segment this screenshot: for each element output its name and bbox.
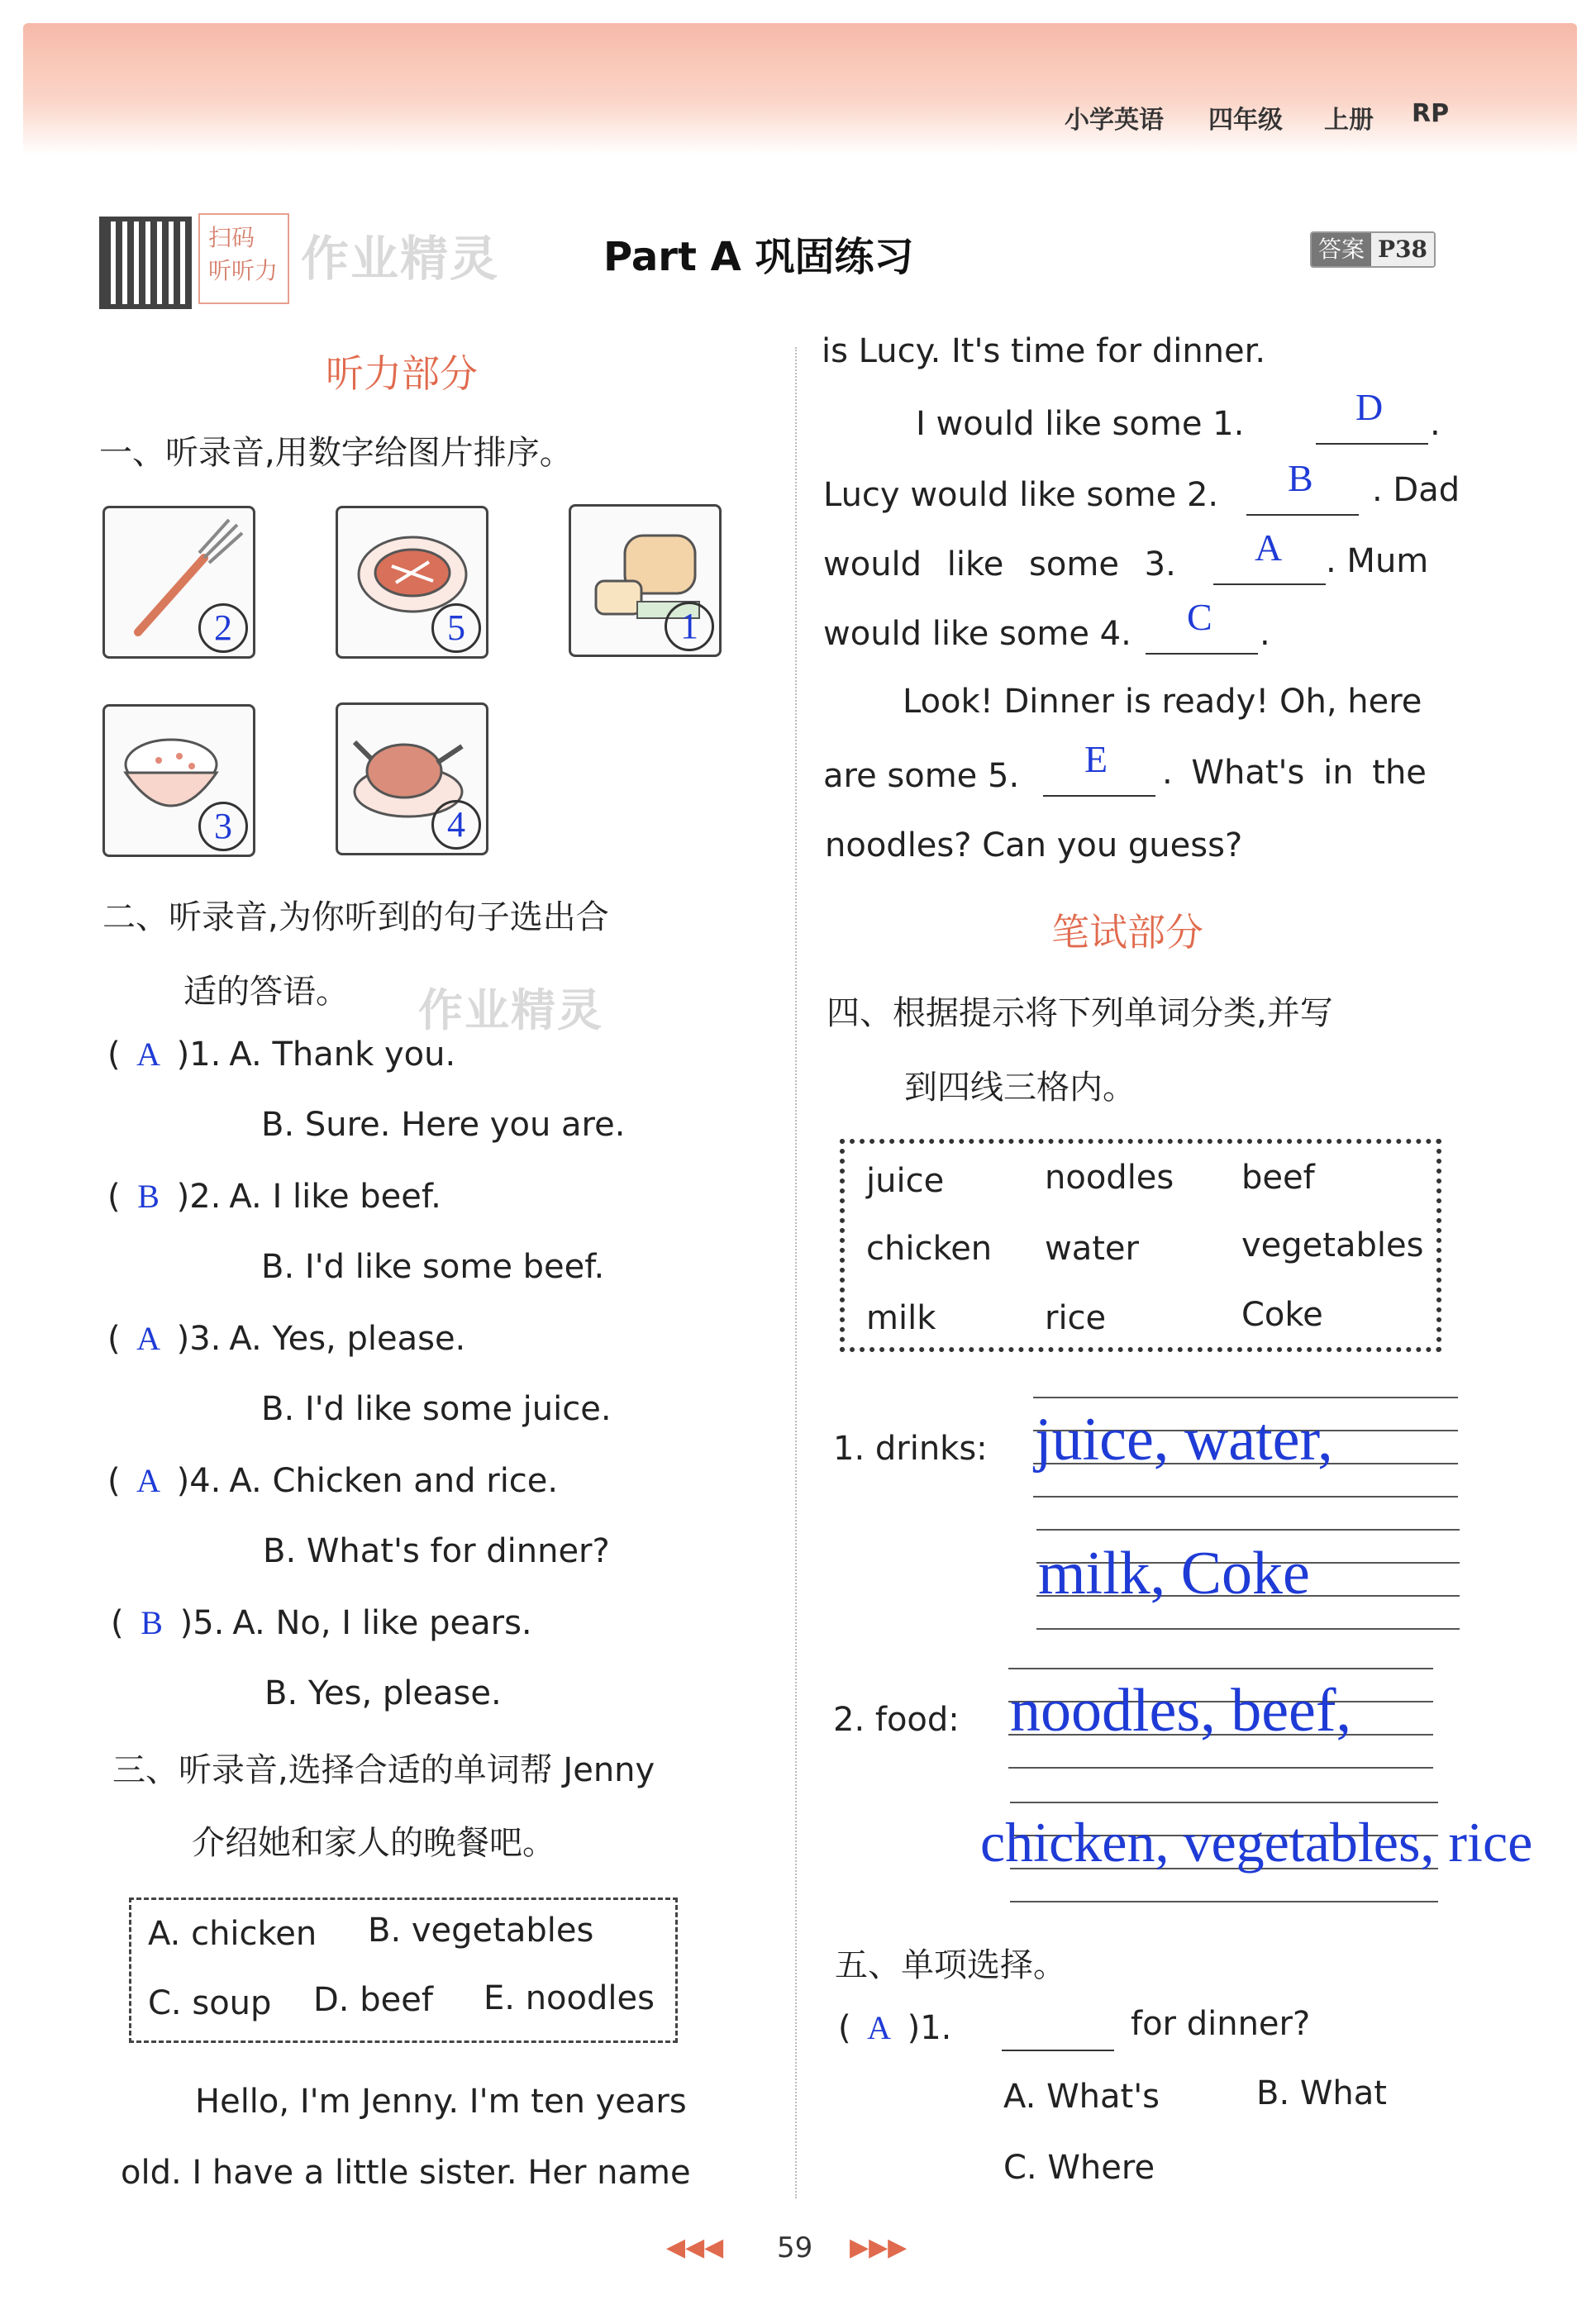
q2-answer-3: A bbox=[136, 1320, 161, 1357]
q3-option-a: A. chicken bbox=[148, 1915, 317, 1953]
q2-prompt-line2: 适的答语。 bbox=[183, 973, 349, 1011]
picture-order-number: 5 bbox=[431, 603, 481, 653]
column-divider bbox=[795, 347, 797, 2198]
q3-para-line2: old. I have a little sister. Her name bbox=[121, 2154, 691, 2192]
food-label: 2. food: bbox=[833, 1701, 960, 1739]
q2-item-2: ( B )2. A. I like beef. bbox=[107, 1178, 441, 1216]
picture-order-number: 3 bbox=[198, 802, 248, 851]
q3-option-d: D. beef bbox=[313, 1981, 433, 2019]
q3-prompt-line1: 三、听录音,选择合适的单词帮 Jenny bbox=[112, 1751, 655, 1789]
q4-prompt-line2: 到四线三格内。 bbox=[904, 1069, 1136, 1107]
qr-code-icon[interactable] bbox=[99, 217, 192, 309]
q3-para-line1: Hello, I'm Jenny. I'm ten years bbox=[195, 2083, 687, 2121]
q2-opt-b-4: B. What's for dinner? bbox=[263, 1532, 610, 1570]
q2-opt-b-3: B. I'd like some juice. bbox=[261, 1390, 612, 1428]
drinks-answer-1: juice, water, bbox=[1035, 1406, 1333, 1474]
q4-word-box bbox=[840, 1139, 1441, 1352]
picture-order-number: 4 bbox=[431, 800, 481, 850]
blank-2 bbox=[1246, 514, 1359, 516]
next-arrows-icon: ▶▶▶ bbox=[850, 2233, 908, 2262]
q3-option-b: B. vegetables bbox=[368, 1912, 594, 1950]
watermark-middle: 作业精灵 bbox=[418, 984, 603, 1036]
q1-prompt: 一、听录音,用数字给图片排序。 bbox=[99, 434, 573, 472]
q2-opt-b-5: B. Yes, please. bbox=[264, 1674, 502, 1712]
q5-item-1: ( A )1. bbox=[838, 2009, 952, 2047]
writing-heading: 笔试部分 bbox=[1051, 910, 1203, 955]
word-rice: rice bbox=[1045, 1299, 1107, 1337]
q5-stem: for dinner? bbox=[1131, 2005, 1311, 2043]
q3-line4: I would like some 1. bbox=[916, 405, 1245, 443]
picture-chicken bbox=[336, 702, 488, 855]
period: . bbox=[1260, 615, 1270, 653]
header-grade: 四年级 bbox=[1208, 106, 1283, 135]
q5-prompt: 五、单项选择。 bbox=[835, 1946, 1066, 1984]
q3-line5a: Lucy would like some 2. bbox=[823, 476, 1219, 514]
q3-options-box bbox=[129, 1898, 678, 2043]
q2-item-3: ( A )3. A. Yes, please. bbox=[107, 1320, 466, 1358]
q2-item-5: ( B )5. A. No, I like pears. bbox=[111, 1604, 532, 1642]
period: . bbox=[1430, 405, 1441, 443]
header-subject: 小学英语 bbox=[1065, 106, 1164, 135]
scan-listen-label bbox=[198, 213, 289, 304]
picture-fork bbox=[102, 506, 255, 659]
word-juice: juice bbox=[866, 1162, 945, 1200]
picture-order-number: 1 bbox=[665, 602, 714, 651]
q2-num-3: )3. bbox=[176, 1320, 222, 1358]
header-volume: 上册 bbox=[1324, 106, 1374, 135]
q2-item-4: ( A )4. A. Chicken and rice. bbox=[107, 1462, 559, 1500]
word-beef: beef bbox=[1241, 1159, 1315, 1197]
q2-answer-1: A bbox=[136, 1036, 161, 1073]
q3-para-line3: is Lucy. It's time for dinner. bbox=[822, 332, 1266, 370]
q2-prompt-line1: 二、听录音,为你听到的句子选出合 bbox=[102, 898, 609, 936]
blank-5 bbox=[1043, 795, 1155, 797]
q3-option-c: C. soup bbox=[148, 1984, 272, 2022]
word-coke: Coke bbox=[1241, 1296, 1323, 1334]
q5-answer-1: A bbox=[867, 2009, 892, 2046]
q3-line9b: . What's in the bbox=[1162, 754, 1427, 792]
q2-opt-a-2: A. I like beef. bbox=[229, 1178, 441, 1216]
picture-beef bbox=[336, 506, 488, 659]
q2-num-4: )4. bbox=[176, 1462, 222, 1500]
q3-line7: would like some 4. bbox=[823, 615, 1131, 653]
listening-heading: 听力部分 bbox=[326, 351, 478, 396]
q3-line5b: . Dad bbox=[1372, 471, 1460, 509]
blank-5-answer: E bbox=[1084, 738, 1108, 780]
picture-order-number: 2 bbox=[198, 603, 248, 653]
blank-1 bbox=[1316, 443, 1428, 445]
word-noodles: noodles bbox=[1045, 1159, 1174, 1197]
q2-item-1: ( A )1. A. Thank you. bbox=[107, 1036, 456, 1074]
q3-line9a: are some 5. bbox=[823, 757, 1020, 795]
picture-bread bbox=[569, 504, 722, 657]
picture-rice bbox=[102, 704, 255, 857]
word-milk: milk bbox=[866, 1299, 936, 1337]
blank-3-answer: A bbox=[1255, 526, 1283, 569]
prev-arrows-icon: ◀◀◀ bbox=[666, 2233, 724, 2262]
drinks-label: 1. drinks: bbox=[833, 1430, 988, 1468]
answer-badge bbox=[1310, 231, 1436, 268]
q2-answer-5: B bbox=[141, 1604, 163, 1641]
q5-opt-b: B. What bbox=[1256, 2074, 1387, 2112]
q5-opt-c: C. Where bbox=[1003, 2149, 1155, 2187]
blank-4-answer: C bbox=[1187, 596, 1212, 638]
blank-3 bbox=[1213, 583, 1326, 585]
header-edition: RP bbox=[1412, 99, 1450, 128]
q3-prompt-line2: 介绍她和家人的晚餐吧。 bbox=[192, 1824, 555, 1862]
q3-line6a: would like some 3. bbox=[823, 545, 1176, 583]
page-number: 59 bbox=[777, 2231, 813, 2264]
q5-num-1: )1. bbox=[907, 2009, 952, 2047]
q2-opt-a-3: A. Yes, please. bbox=[229, 1320, 466, 1358]
blank-4 bbox=[1146, 653, 1258, 655]
q2-opt-a-4: A. Chicken and rice. bbox=[229, 1462, 559, 1500]
word-water: water bbox=[1045, 1230, 1139, 1268]
q2-opt-b-2: B. I'd like some beef. bbox=[261, 1248, 605, 1286]
q2-opt-a-1: A. Thank you. bbox=[229, 1036, 456, 1074]
q5-opt-a: A. What's bbox=[1003, 2078, 1160, 2116]
answer-page: P38 bbox=[1371, 233, 1434, 266]
q2-answer-4: A bbox=[136, 1462, 161, 1499]
word-chicken: chicken bbox=[866, 1230, 993, 1268]
header-band bbox=[23, 23, 1577, 155]
scan-line-2: 听听力 bbox=[208, 257, 279, 284]
food-answer-1: noodles, beef, bbox=[1010, 1677, 1352, 1745]
word-vegetables: vegetables bbox=[1241, 1226, 1424, 1264]
q2-answer-2: B bbox=[137, 1178, 160, 1215]
q3-line6b: . Mum bbox=[1326, 542, 1429, 580]
q4-prompt-line1: 四、根据提示将下列单词分类,并写 bbox=[827, 994, 1333, 1032]
answer-label: 答案 bbox=[1312, 233, 1371, 266]
q3-option-e: E. noodles bbox=[484, 1979, 655, 2017]
q2-opt-a-5: A. No, I like pears. bbox=[232, 1604, 532, 1642]
q5-blank bbox=[1002, 2050, 1114, 2051]
q2-num-2: )2. bbox=[176, 1178, 222, 1216]
q3-line8: Look! Dinner is ready! Oh, here bbox=[903, 683, 1422, 721]
drinks-answer-2: milk, Coke bbox=[1038, 1540, 1310, 1607]
scan-line-1: 扫码 bbox=[208, 224, 255, 251]
watermark-top: 作业精灵 bbox=[301, 231, 500, 287]
q3-line10: noodles? Can you guess? bbox=[825, 826, 1243, 864]
q2-num-1: )1. bbox=[176, 1036, 222, 1074]
page-title: Part A 巩固练习 bbox=[603, 234, 914, 280]
food-answer-2: chicken, vegetables, rice bbox=[980, 1811, 1533, 1874]
blank-1-answer: D bbox=[1355, 386, 1384, 428]
q2-opt-b-1: B. Sure. Here you are. bbox=[261, 1106, 626, 1144]
blank-2-answer: B bbox=[1288, 457, 1313, 499]
q2-num-5: )5. bbox=[179, 1604, 225, 1642]
